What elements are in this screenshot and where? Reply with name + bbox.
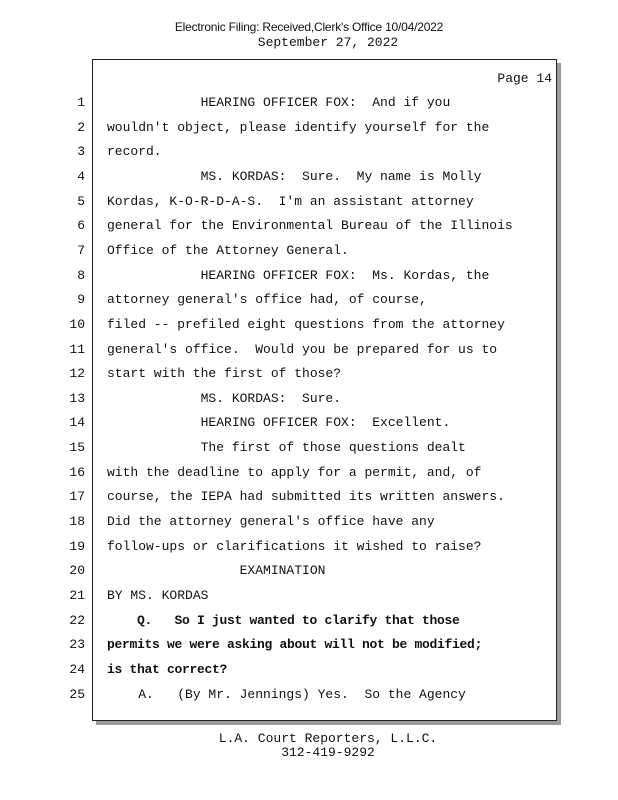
transcript-line: EXAMINATION [107,563,326,578]
transcript-line: HEARING OFFICER FOX: Excellent. [107,415,451,430]
line-number: 17 [69,489,85,504]
line-number: 14 [69,415,85,430]
line-number: 1 [77,95,85,110]
line-number: 10 [69,317,85,332]
transcript-line: is that correct? [107,662,228,677]
line-number: 23 [69,637,85,652]
reporter-name: L.A. Court Reporters, L.L.C. [218,731,438,746]
transcript-line: course, the IEPA had submitted its written answers. [107,489,505,504]
line-number: 11 [69,342,85,357]
transcript-line: Q. So I just wanted to clarify that those [107,613,460,628]
reporter-phone: 312-419-9292 [281,745,375,760]
line-number: 22 [69,613,85,628]
reporter-footer [0,732,618,760]
transcript-line: wouldn't object, please identify yourself for the [107,120,490,135]
line-number: 12 [69,366,85,381]
hearing-date: September 27, 2022 [257,35,399,50]
transcript-line: MS. KORDAS: Sure. [107,391,342,406]
transcript-line: follow-ups or clarifications it wished to raise? [107,539,482,554]
line-number: 20 [69,563,85,578]
page-number: Page 14 [497,71,552,86]
line-number: 15 [69,440,85,455]
line-number: 19 [69,539,85,554]
line-number: 4 [77,169,85,184]
transcript-line: attorney general's office had, of course, [107,292,427,307]
line-number: 6 [77,218,85,233]
transcript-line: record. [107,144,162,159]
filing-stamp: Electronic Filing: Received,Clerk's Office 10/04/2022 [174,20,444,34]
transcript-line: The first of those questions dealt [107,440,466,455]
line-number: 3 [77,144,85,159]
line-number: 9 [77,292,85,307]
line-number: 16 [69,465,85,480]
transcript-line: general's office. Would you be prepared for us to [107,342,498,357]
line-number: 24 [69,662,85,677]
line-number: 5 [77,194,85,209]
line-number: 13 [69,391,85,406]
line-number: 25 [69,687,85,702]
transcript-line: Office of the Attorney General. [107,243,349,258]
line-number: 21 [69,588,85,603]
transcript-line: Did the attorney general's office have any [107,514,435,529]
transcript-line: Kordas, K-O-R-D-A-S. I'm an assistant attorney [107,194,474,209]
transcript-line: with the deadline to apply for a permit, and, of [107,465,482,480]
transcript-line: BY MS. KORDAS [107,588,209,603]
line-number: 8 [77,268,85,283]
transcript-line: HEARING OFFICER FOX: And if you [107,95,451,110]
transcript-line: permits we were asking about will not be modified; [107,637,483,652]
line-number: 7 [77,243,85,258]
line-number: 2 [77,120,85,135]
transcript-line: MS. KORDAS: Sure. My name is Molly [107,169,482,184]
transcript-line: filed -- prefiled eight questions from the attorney [107,317,505,332]
transcript-line: HEARING OFFICER FOX: Ms. Kordas, the [107,268,490,283]
transcript-line: start with the first of those? [107,366,342,381]
transcript-line: A. (By Mr. Jennings) Yes. So the Agency [107,687,466,702]
transcript-line: general for the Environmental Bureau of the Illinois [107,218,513,233]
line-number: 18 [69,514,85,529]
